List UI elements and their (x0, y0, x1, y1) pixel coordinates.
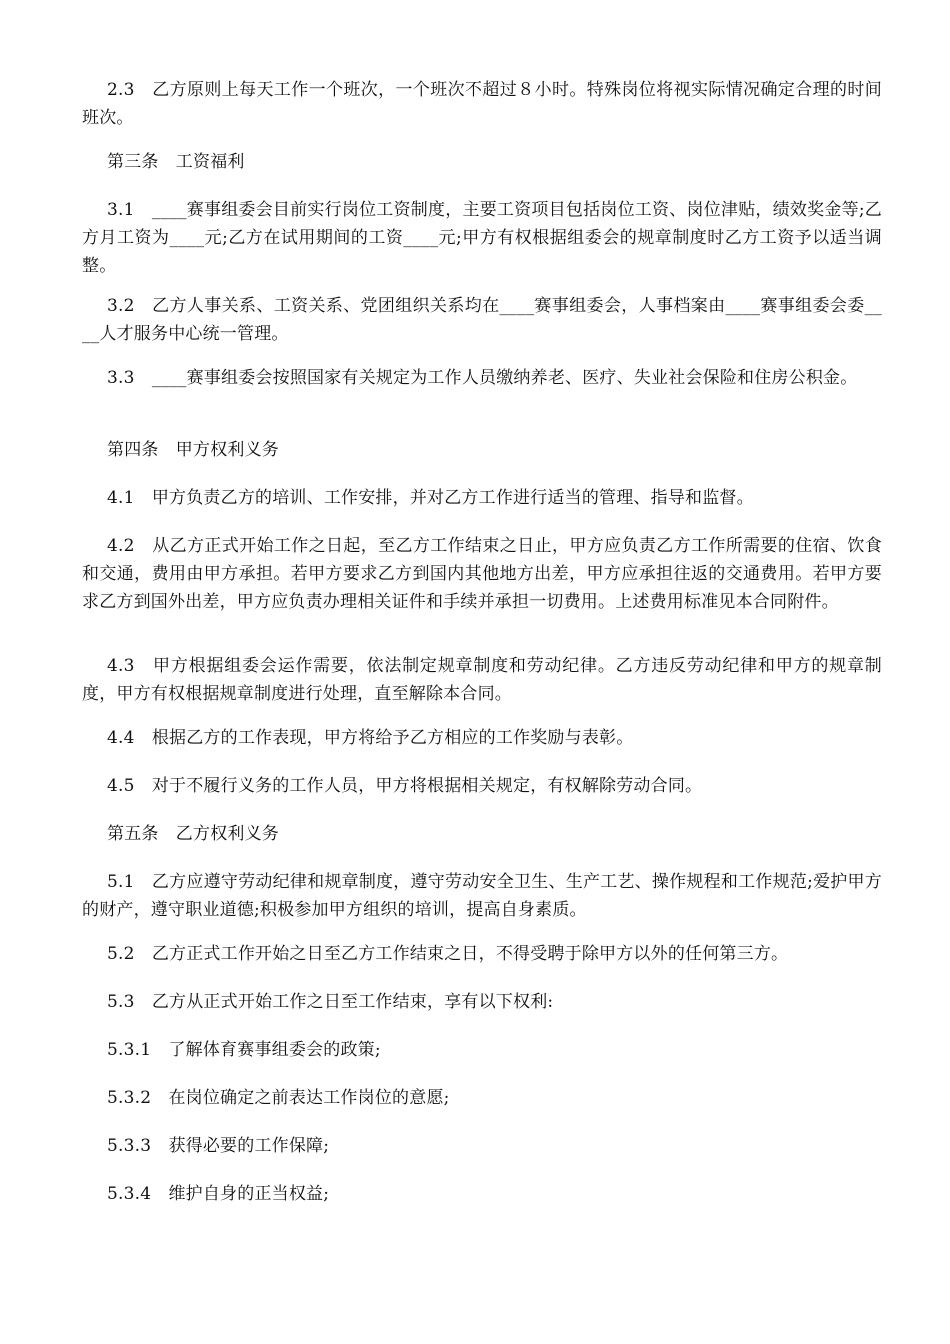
paragraph-5-3-1: 5.3.1 了解体育赛事组委会的政策; (107, 1040, 381, 1060)
paragraph-4-2: 4.2 从乙方正式开始工作之日起，至乙方工作结束之日止，甲方应负责乙方工作所需要的住宿、饮食和交通，费用由甲方承担。若甲方要求乙方到国内其他地方出差，甲方应承担往返的交通费用。若甲方要求乙方到国外出差，甲方应负责办理相关证件和手续并承担一切费用。上述费用标准见本合同附件。 (82, 536, 882, 612)
paragraph-3-3: 3.3 ____赛事组委会按照国家有关规定为工作人员缴纳养老、医疗、失业社会保险和住房公积金。 (107, 368, 858, 388)
section-heading-3: 第三条 工资福利 (107, 152, 245, 172)
paragraph-5-1: 5.1 乙方应遵守劳动纪律和规章制度，遵守劳动安全卫生、生产工艺、操作规程和工作规范;爱护甲方的财产，遵守职业道德;积极参加甲方组织的培训，提高自身素质。 (82, 872, 882, 920)
section-heading-5: 第五条 乙方权利义务 (107, 824, 279, 844)
paragraph-2-3: 2.3 乙方原则上每天工作一个班次，一个班次不超过８小时。特殊岗位将视实际情况确定合理的时间班次。 (82, 80, 882, 128)
paragraph-4-1: 4.1 甲方负责乙方的培训、工作安排，并对乙方工作进行适当的管理、指导和监督。 (107, 488, 754, 508)
paragraph-3-1: 3.1 ____赛事组委会目前实行岗位工资制度，主要工资项目包括岗位工资、岗位津贴，绩效奖金等;乙方月工资为____元;乙方在试用期间的工资____元;甲方有权根据组委会的规章制度时乙方工资予以适当调整。 (82, 200, 882, 276)
paragraph-4-3: 4.3 甲方根据组委会运作需要，依法制定规章制度和劳动纪律。乙方违反劳动纪律和甲方的规章制度，甲方有权根据规章制度进行处理，直至解除本合同。 (82, 656, 882, 704)
paragraph-5-3-4: 5.3.4 维护自身的正当权益; (107, 1184, 330, 1204)
paragraph-5-2: 5.2 乙方正式工作开始之日至乙方工作结束之日，不得受聘于除甲方以外的任何第三方。 (107, 944, 789, 964)
paragraph-3-2: 3.2 乙方人事关系、工资关系、党团组织关系均在____赛事组委会，人事档案由____赛事组委会委____人才服务中心统一管理。 (82, 296, 882, 344)
paragraph-5-3-2: 5.3.2 在岗位确定之前表达工作岗位的意愿; (107, 1088, 450, 1108)
paragraph-5-3: 5.3 乙方从正式开始工作之日至工作结束，享有以下权利: (107, 992, 554, 1012)
section-heading-4: 第四条 甲方权利义务 (107, 440, 279, 460)
paragraph-4-4: 4.4 根据乙方的工作表现，甲方将给予乙方相应的工作奖励与表彰。 (107, 728, 634, 748)
paragraph-4-5: 4.5 对于不履行义务的工作人员，甲方将根据相关规定，有权解除劳动合同。 (107, 776, 703, 796)
paragraph-5-3-3: 5.3.3 获得必要的工作保障; (107, 1136, 330, 1156)
